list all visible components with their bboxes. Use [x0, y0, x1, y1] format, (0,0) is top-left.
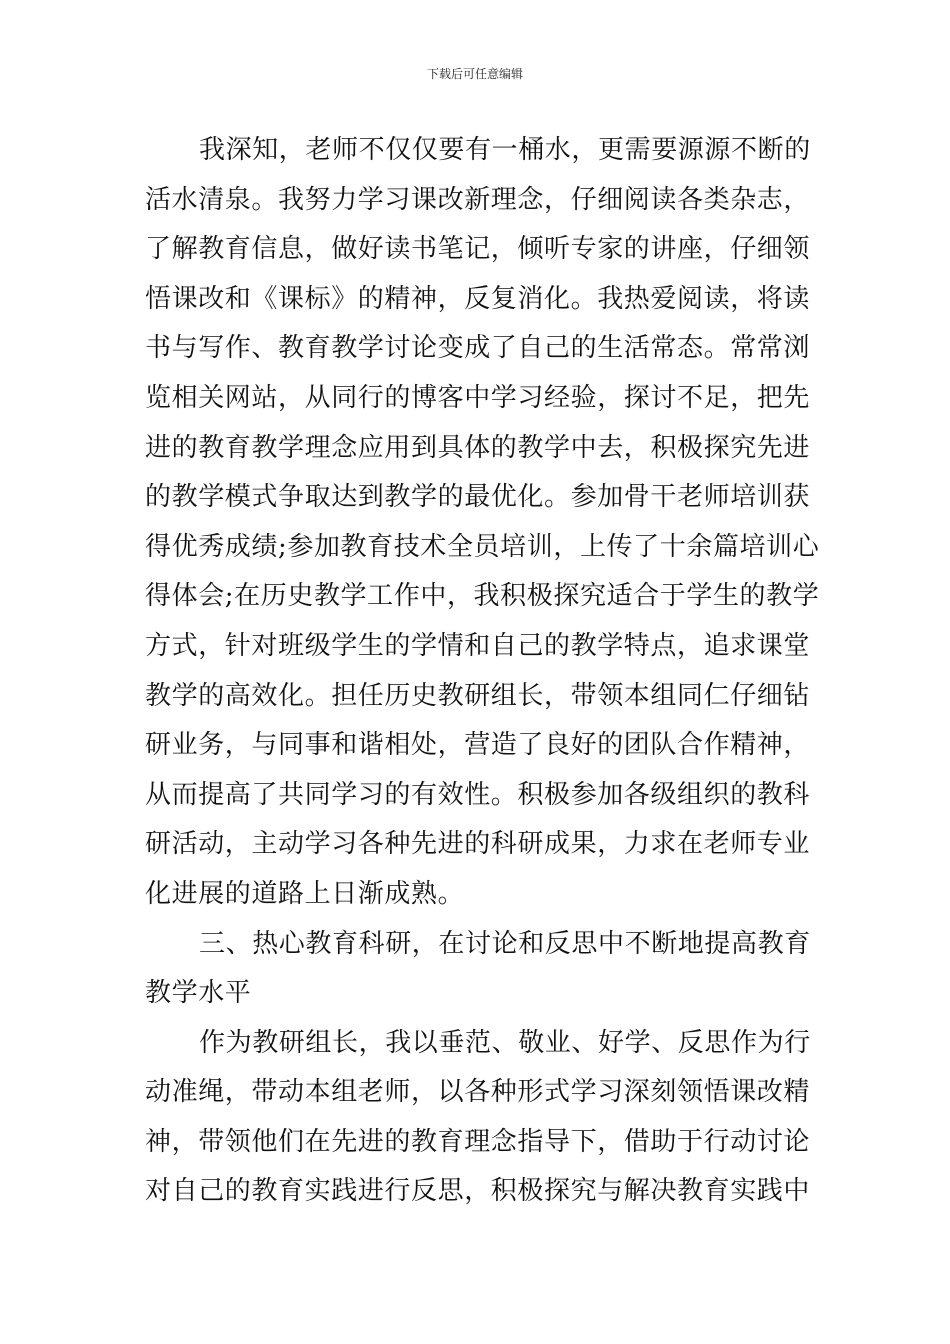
paragraph-line: 悟课改和《课标》的精神，反复消化。我热爱阅读，将读 [145, 283, 811, 314]
paragraph-line: 书与写作、教育教学讨论变成了自己的生活常态。常常浏 [145, 333, 811, 364]
paragraph-line: 研活动，主动学习各种先进的科研成果，力求在老师专业 [145, 829, 811, 860]
paragraph-line: 研业务，与同事和谐相处，营造了良好的团队合作精神， [145, 730, 811, 761]
document-body [145, 126, 820, 1217]
paragraph-line: 了解教育信息，做好读书笔记，倾听专家的讲座，仔细领 [145, 234, 811, 265]
paragraph-line: 的教学模式争取达到教学的最优化。参加骨干老师培训获 [145, 482, 811, 513]
paragraph-line: 得优秀成绩;参加教育技术全员培训，上传了十余篇培训心 [145, 531, 820, 562]
section-heading-line: 三、热心教育科研，在讨论和反思中不断地提高教育 [199, 928, 811, 959]
paragraph-line: 方式，针对班级学生的学情和自己的教学特点，追求课堂 [145, 630, 811, 661]
paragraph-line: 作为教研组长，我以垂范、敬业、好学、反思作为行 [199, 1027, 811, 1058]
section-heading-line: 教学水平 [145, 978, 252, 1009]
paragraph-line: 教学的高效化。担任历史教研组长，带领本组同仁仔细钻 [145, 680, 811, 711]
paragraph-line: 对自己的教育实践进行反思，积极探究与解决教育实践中 [145, 1176, 811, 1207]
paragraph-line: 进的教育教学理念应用到具体的教学中去，积极探究先进 [145, 432, 811, 463]
paragraph-line: 神，带领他们在先进的教育理念指导下，借助于行动讨论 [145, 1126, 811, 1157]
paragraph-line: 览相关网站，从同行的博客中学习经验，探讨不足，把先 [145, 382, 811, 413]
paragraph-line: 化进展的道路上日渐成熟。 [145, 878, 465, 909]
paragraph-line: 活水清泉。我努力学习课改新理念，仔细阅读各类杂志， [145, 184, 811, 215]
paragraph-line: 得体会;在历史教学工作中，我积极探究适合于学生的教学 [145, 581, 820, 612]
paragraph-line: 动准绳，带动本组老师，以各种形式学习深刻领悟课改精 [145, 1077, 811, 1108]
page-header: 下载后可任意编辑 [426, 67, 523, 81]
paragraph-line: 我深知，老师不仅仅要有一桶水，更需要源源不断的 [199, 135, 811, 165]
paragraph-line: 从而提高了共同学习的有效性。积极参加各级组织的教科 [145, 779, 811, 810]
